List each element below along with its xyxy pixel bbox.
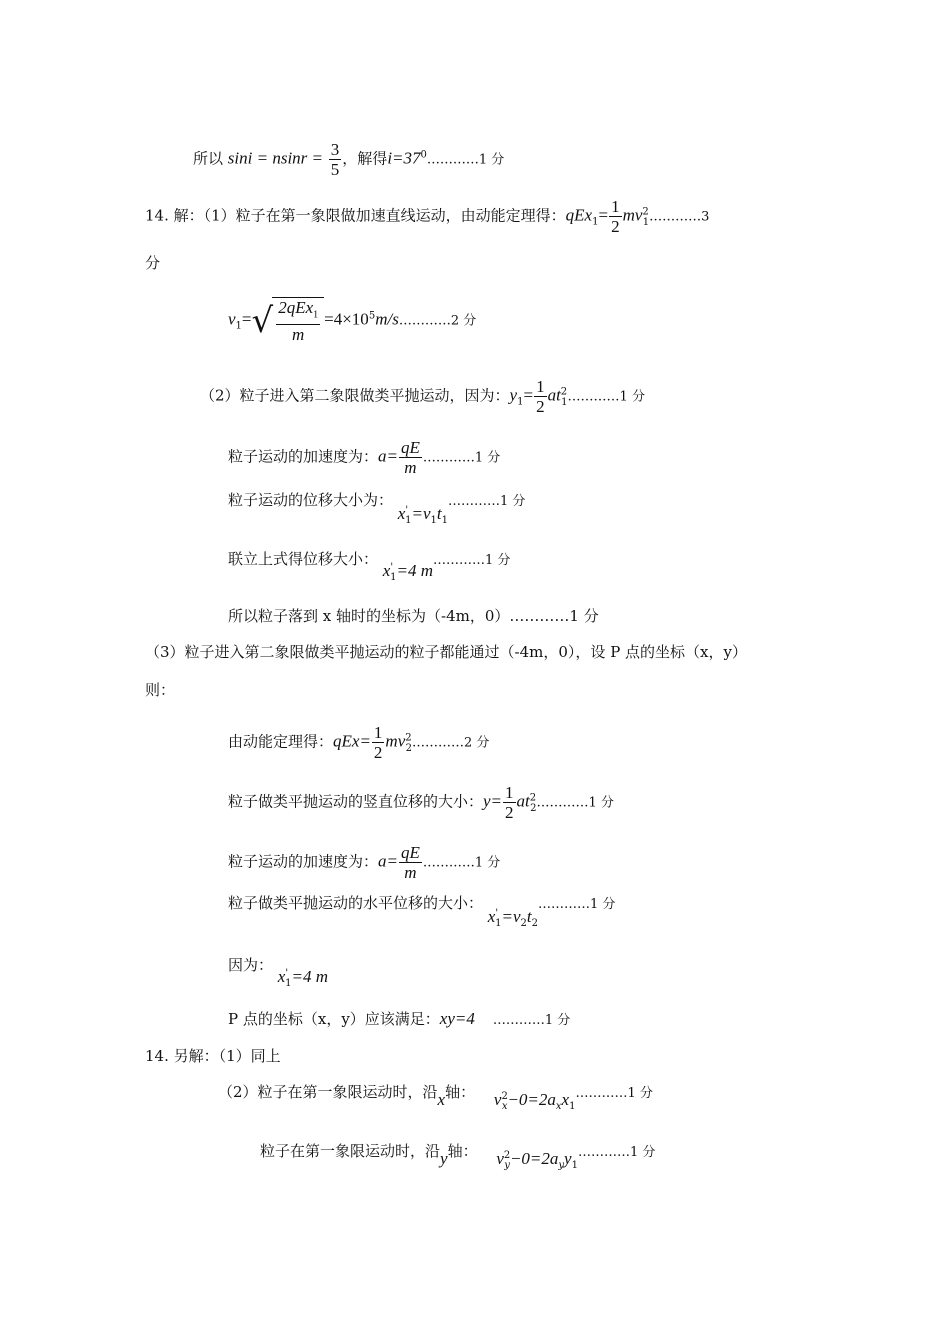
line-vertical: 粒子做类平抛运动的竖直位移的大小：y= $\frac{1}{2}$ $at^2_2\dots\dots\dots\dots 1$ 分	[228, 783, 614, 822]
score: …………1 分	[447, 494, 526, 509]
line-part2: （2）粒子进入第二象限做类平抛运动，因为：$y_1=$ $\frac{1}{2}$ $at^2_1\dots\dots\dots\dots 1$ 分	[200, 377, 645, 416]
line-energy: 由动能定理得：qEx= $\frac{1}{2}$ $mv^2_2\dots\dots\dots\dots 2$ 分	[228, 723, 490, 762]
fraction: $\frac{3}{5}$	[330, 140, 340, 179]
score: …………1 分	[492, 1013, 571, 1028]
line-displacement: 粒子运动的位移大小为： $x'_1=v_1t_1\dots\dots\dots\dots 1$ 分	[228, 491, 526, 526]
sqrt-expression: √ $\frac{2qEx_1}{m}$	[252, 297, 325, 344]
line-q14-part1: 14. 解：（1）粒子在第一象限做加速直线运动，由动能定理得：qEx$_1$= $\frac{1}{2}$ $mv^2_1\dots\dots\dots\dots 3$	[145, 197, 710, 236]
line-alt-solution: 14. 另解：（1）同上	[145, 1047, 281, 1065]
fraction: $\frac{1}{2}$	[611, 197, 620, 236]
line-part3: （3）粒子进入第二象限做类平抛运动的粒子都能通过（-4m，0），设 P 点的坐标（x，y）	[145, 643, 747, 661]
line-p-condition: P 点的坐标（x，y）应该满足：xy=4 …………1 分	[228, 1009, 571, 1028]
result: i=37	[387, 148, 421, 168]
score: …………1 分	[537, 897, 616, 912]
mid-text: ，解得	[342, 149, 388, 168]
line-because: 因为： $x'_1=4$ m	[228, 956, 328, 989]
score: …………2 分	[412, 735, 490, 751]
fraction: $\frac{qE}{m}$	[401, 438, 420, 477]
score: …………1 分	[536, 795, 614, 811]
line-acceleration-2: 粒子运动的加速度为：a= $\frac{qE}{m}$ …………1 分	[228, 843, 501, 882]
fraction: $\frac{1}{2}$	[373, 723, 383, 762]
score: …………1 分	[426, 152, 505, 168]
sin-equation: sini = nsinr =	[227, 148, 324, 168]
score: …………1 分	[567, 389, 645, 405]
line-alt-y: 粒子在第一象限运动时，沿y轴： $v^2_y-0=2a_yy_1\dots\dots\dots\dots 1$ 分	[260, 1142, 656, 1171]
line-sin-relation: 所以 sini = nsinr = $\frac{3}{5}$ ，解得$i=37^0\dots\dots\dots\dots 1$ 分	[193, 140, 505, 179]
line-score-wrap: 分	[145, 254, 161, 272]
line-coordinate: 所以粒子落到 x 轴时的坐标为（-4m，0）…………1 分	[228, 607, 599, 625]
line-horizontal: 粒子做类平抛运动的水平位移的大小： $x'_1=v_2t_2\dots\dots\dots\dots 1$ 分	[228, 894, 616, 929]
fraction: $\frac{1}{2}$	[536, 377, 545, 416]
line-acceleration: 粒子运动的加速度为：a= $\frac{qE}{m}$ …………1 分	[228, 438, 501, 477]
score: …………2 分	[398, 313, 477, 329]
score: …………1 分	[577, 1145, 656, 1160]
question-text: 14. 解：（1）粒子在第一象限做加速直线运动，由动能定理得：	[145, 206, 566, 225]
line-combined: 联立上式得位移大小： $x'_1=4$ m…………1 分	[228, 550, 511, 583]
prefix: 所以	[193, 149, 224, 168]
fraction: $\frac{qE}{m}$	[401, 843, 420, 882]
score: …………1 分	[432, 553, 511, 568]
fraction: $\frac{1}{2}$	[505, 783, 514, 822]
line-alt-x: （2）粒子在第一象限运动时，沿x轴： $v^2_x-0=2a_xx_1\dots\dots\dots\dots 1$ 分	[218, 1083, 653, 1112]
score: …………1 分	[422, 855, 501, 871]
line-then: 则：	[145, 681, 176, 699]
line-v1: $v_1=√$ $\frac{2qEx_1}{m}$ $=4\times 10^5m/s\dots\dots\dots\dots 2$ 分	[228, 298, 477, 345]
score: …………1 分	[575, 1086, 653, 1101]
score: …………1 分	[422, 450, 501, 466]
score: …………3	[649, 209, 710, 225]
